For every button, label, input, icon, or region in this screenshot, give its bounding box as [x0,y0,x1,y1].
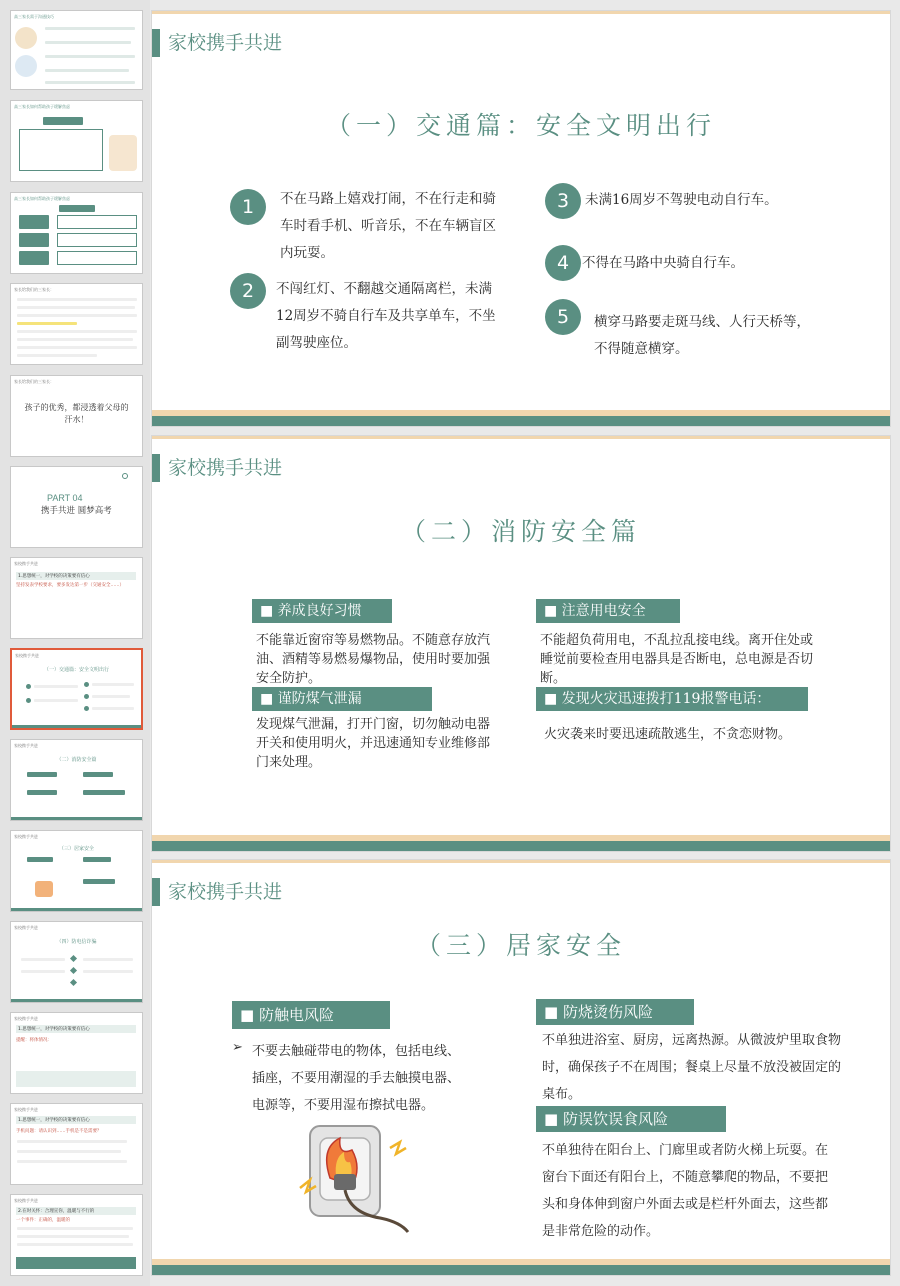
thumb-row: 1.思想统一，对学校的决策要有信心 [16,1025,136,1033]
thumb-diamond [70,967,77,974]
slide-home-safety[interactable] [151,859,891,1276]
section-text: 不单独待在阳台上、门廊里或者防火梯上玩耍。在 窗台下面还有阳台上，不随意攀爬的物品，不要把 头和身体伸到窗户外面去或是栏杆外面去，这些都 是非常危险的动作。 [542,1143,829,1239]
thumb-row: 一个事件：正确的，温暖的 [16,1218,70,1223]
section-text: 发现煤气泄漏，打开门窗，切勿触动电器 开关和使用明火，并迅速通知专业维修部 门来处理。 [256,717,491,770]
thinking-person-icon [109,135,137,171]
section-label: ■ 谨防煤气泄漏 [252,687,432,711]
thumb-line [45,27,135,30]
slide-traffic-safety[interactable] [151,10,891,427]
thumb-line [92,695,130,698]
slide-header: 家校携手共进 [168,32,283,54]
thumb-label [83,772,113,777]
thumb-dot [84,682,89,687]
thumb-footer [12,725,141,728]
thumb-label [27,772,57,777]
slide-header: 家校携手共进 [168,881,283,903]
plug-fire-illustration [290,1118,420,1238]
slide-title: （二）消防安全篇 [400,517,641,546]
thumb-line [17,1150,121,1153]
plug-fire-icon [35,881,53,897]
thumb-label [83,857,111,862]
thumb-step [19,233,49,247]
thumb-dot [26,684,31,689]
thumb-line [83,958,133,961]
thumb-footer-box [16,1257,136,1269]
thumb-label [83,879,115,884]
section-text: 不单独进浴室、厨房，远离热源。从微波炉里取食物 时，确保孩子不在周围；餐桌上尽量不放没被固定的 桌布。 [542,1033,842,1102]
section-label: ■ 防触电风险 [232,1001,390,1029]
thumb-line [45,69,129,72]
thumb-row: 提醒：将体情况： [16,1038,52,1043]
slide-thumbnail-6[interactable] [10,466,143,548]
thumb-line [17,314,137,317]
slide-fire-safety[interactable] [151,435,891,852]
section-text: 不能超负荷用电，不乱拉乱接电线。离开住处或 睡觉前要检查用电器具是否断电，总电源是否切 断。 [540,633,814,686]
plug-body [334,1174,356,1190]
family-illustration-icon [15,27,37,49]
thumb-line [17,1235,129,1238]
number-badge: 2 [230,273,266,309]
thumb-line [17,1140,127,1143]
section-text: 不要去触碰带电的物体，包括电线、 插座，不要用潮湿的手去触摸电器、 电源等，不要用湿布擦拭电器。 [252,1044,461,1113]
section-text: 火灾袭来时要迅速疏散逃生，不贪恋财物。 [544,727,792,742]
slide-thumbnail-12[interactable] [10,1012,143,1094]
slide-thumbnail-1[interactable] [10,10,143,90]
thumb-step [19,251,49,265]
thumb-label [27,857,53,862]
thumb-line [45,81,135,84]
thumb-line [17,338,133,341]
thumb-box [57,251,137,265]
thumb-line [17,354,97,357]
thumb-header [43,117,83,125]
section-text: 不能靠近窗帘等易燃物品。不随意存放汽 油、酒精等易燃易爆物品，使用时要加强 安全防护。 [256,633,491,686]
thumb-tag: 家校携手共进 [14,1016,38,1021]
thumb-line [17,298,137,301]
thumb-tag: 家校携手共进 [14,1107,38,1112]
section-label: ■ 防误饮误食风险 [536,1106,726,1132]
thumb-dot [26,698,31,703]
thumb-tag: 家长给我们的三家长： [14,379,54,384]
family-illustration-icon [15,55,37,77]
slide-title: （一）交通篇：安全文明出行 [325,111,716,140]
footer-bar [152,416,890,426]
footer-bar [152,841,890,851]
slide-top-bar [152,436,890,439]
thumb-line [34,699,78,702]
thumb-note [16,1071,136,1087]
section-label: ■ 发现火灾迅速拨打119报警电话： [536,687,808,711]
thumb-tag: 家长给我们的三家长： [14,287,54,292]
slide-thumbnail-10[interactable] [10,830,143,912]
thumb-line [45,55,135,58]
thumb-quote: 孩子的优秀，都浸透着父母的汗水！ [24,403,129,424]
thumb-tag: 家校携手共进 [14,834,38,839]
thumb-tag: 高三家长需于沟通技巧 [14,14,54,19]
rule-text: 不得在马路中央骑自行车。 [582,255,744,271]
thumb-tag: 家校携手共进 [15,653,39,658]
thumb-line [17,306,135,309]
thumb-line [83,970,133,973]
thumb-part-label: PART 04 [47,493,83,503]
thumb-line [92,707,134,710]
thumb-line [17,1243,133,1246]
thumb-label [83,790,125,795]
thumb-row: 坚持发表学校要求，要多发达第一步（交通安全……） [16,583,124,588]
thumb-tag: 高三家长如何帮助孩子缓解焦虑 [14,104,70,109]
thumb-line [92,683,134,686]
header-bar [152,878,160,906]
rule-text: 横穿马路要走斑马线、人行天桥等， 不得随意横穿。 [594,314,810,357]
thumb-highlight [17,322,77,325]
number-badge: 3 [545,183,581,219]
thumb-line [34,685,78,688]
number-badge: 4 [545,245,581,281]
slide-title: （三）居家安全 [415,931,626,960]
header-bar [152,454,160,482]
number-badge: 1 [230,189,266,225]
slide-thumbnail-panel [0,0,150,1286]
slide-thumbnail-5[interactable] [10,375,143,457]
slide-thumbnail-9[interactable] [10,739,143,821]
thumb-footer [11,908,142,911]
thumb-dot [84,694,89,699]
rule-text: 不闯红灯、不翻越交通隔离栏，未满 12周岁不骑自行车及共享单车，不坐 副驾驶座位。 [276,281,496,351]
thumb-tag: 家校携手共进 [14,561,38,566]
slide-thumbnail-4[interactable] [10,283,143,365]
number-badge: 5 [545,299,581,335]
thumb-row: 1.思想统一，对学校的决策要有信心 [16,572,136,580]
thumb-line [17,1227,133,1230]
thumb-line [21,970,65,973]
thumb-tag: 高三家长如何帮助孩子缓解焦虑 [14,196,70,201]
thumb-title: （四）防电信诈骗 [56,939,97,945]
slide-thumbnail-8-selected[interactable] [10,648,143,730]
section-label: ■ 防烧烫伤风险 [536,999,694,1025]
thumb-line [45,41,131,44]
thumb-title: （三）居家安全 [58,846,94,852]
logo-icon [122,473,128,479]
slide-top-bar [152,860,890,863]
thumb-line [21,958,65,961]
thumb-box [57,233,137,247]
thumb-diamond [70,979,77,986]
thumb-row: 2.在时关怀：合理宣你，温暖与不行的 [16,1207,136,1215]
thumb-title: （一）交通篇：安全文明出行 [43,667,109,673]
thumb-line [17,346,137,349]
slide-thumbnail-14[interactable] [10,1194,143,1276]
thumb-label [27,790,57,795]
thumb-header [59,205,95,212]
thumb-box [57,215,137,229]
thumb-dot [84,706,89,711]
rule-text: 不在马路上嬉戏打闹，不在行走和骑 车时看手机、听音乐，不在车辆盲区 内玩耍。 [280,191,496,261]
thumb-box [19,129,103,171]
slide-thumbnail-3[interactable] [10,192,143,274]
thumb-footer [11,999,142,1002]
slide-header: 家校携手共进 [168,457,283,479]
thumb-title: （二）消防安全篇 [56,757,97,763]
thumb-step [19,215,49,229]
spark-icon [390,1142,406,1154]
thumb-row: 1.思想统一，对学校的决策要有信心 [16,1116,136,1124]
thumb-line [17,1160,127,1163]
thumb-tag: 家校携手共进 [14,743,38,748]
header-bar [152,29,160,57]
slide-thumbnail-13[interactable] [10,1103,143,1185]
slide-thumbnail-2[interactable] [10,100,143,182]
thumb-footer [11,817,142,820]
thumb-part-title: 携手共进 圆梦高考 [41,506,112,516]
slide-thumbnail-11[interactable] [10,921,143,1003]
footer-bar [152,1265,890,1275]
thumb-diamond [70,955,77,962]
section-label: ■ 养成良好习惯 [252,599,392,623]
thumb-tag: 家校携手共进 [14,925,38,930]
rule-text: 未满16周岁不驾驶电动自行车。 [585,192,778,208]
section-label: ■ 注意用电安全 [536,599,680,623]
slide-thumbnail-7[interactable] [10,557,143,639]
arrow-bullet-icon: ➢ [232,1040,243,1055]
slide-top-bar [152,11,890,14]
thumb-line [17,330,137,333]
thumb-tag: 家校携手共进 [14,1198,38,1203]
thumb-row: 手机问题：请认识到……手机是不是需要？ [16,1129,102,1134]
